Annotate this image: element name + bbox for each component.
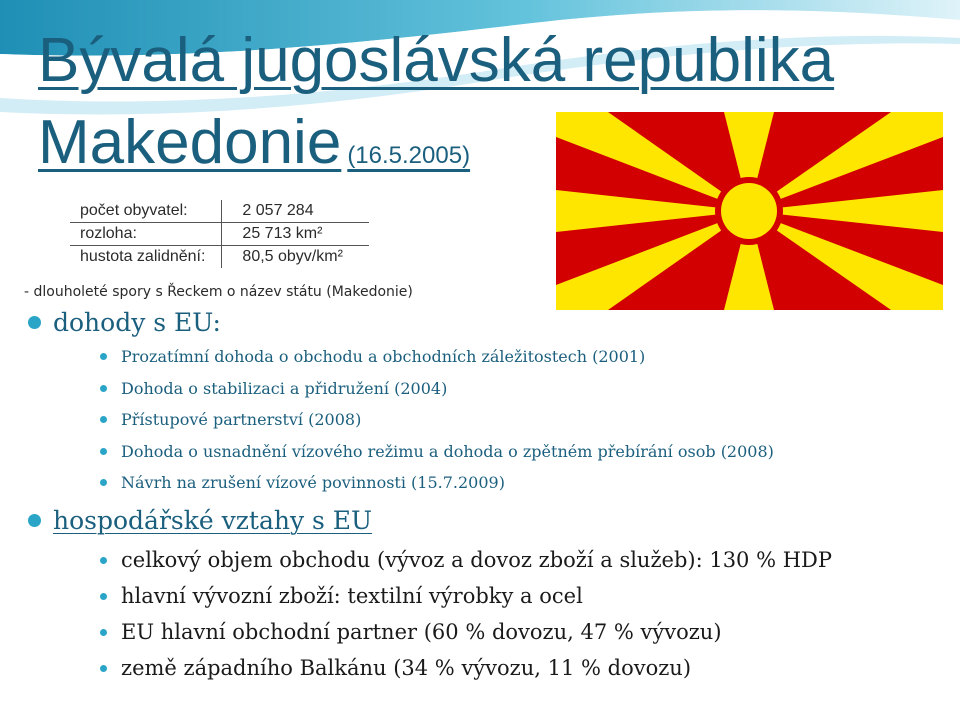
list-item-text: celkový objem obchodu (vývoz a dovoz zboží a služeb): 130 % HDP (121, 548, 833, 572)
list-item-text: Přístupové partnerství (2008) (121, 410, 362, 429)
economy-list (100, 542, 832, 686)
bullet-icon (100, 665, 107, 672)
list-item (100, 341, 774, 373)
title-date: (16.5.2005) (347, 142, 471, 169)
bullet-icon (28, 316, 41, 329)
macedonia-flag (556, 112, 943, 310)
list-item (100, 373, 774, 405)
list-item (100, 614, 832, 650)
slide-title-country (38, 108, 471, 177)
list-item-text: hlavní vývozní zboží: textilní výrobky a ocel (121, 584, 583, 608)
list-item-text: země západního Balkánu (34 % vývozu, 11 % dovozu) (121, 656, 692, 680)
list-item (100, 542, 832, 578)
stat-label: hustota zalidnění: (70, 246, 222, 269)
bullet-icon (100, 557, 107, 564)
stat-value: 25 713 km² (222, 223, 369, 246)
section-heading-text: dohody s EU: (53, 308, 221, 337)
list-item (100, 436, 774, 468)
stat-value: 80,5 obyv/km² (242, 248, 343, 265)
stat-value: 2 057 284 (222, 200, 369, 223)
list-item-text: EU hlavní obchodní partner (60 % dovozu, 47 % vývozu) (121, 620, 722, 644)
stats-row-population (70, 200, 369, 223)
stats-table (70, 200, 369, 268)
bullet-icon (100, 448, 107, 455)
list-item (100, 404, 774, 436)
list-item (100, 578, 832, 614)
list-item-text: Dohoda o stabilizaci a přidružení (2004) (121, 378, 448, 398)
agreements-list (100, 341, 774, 499)
list-item (100, 467, 774, 499)
list-item-text: Návrh na zrušení vízové povinnosti (15.7.2009) (121, 473, 505, 492)
bullet-icon (100, 629, 107, 636)
stats-row-density (70, 246, 369, 269)
stats-row-area (70, 223, 369, 246)
section-heading-text: hospodářské vztahy s EU (53, 506, 373, 535)
bullet-icon (100, 416, 107, 423)
list-item-text: Prozatímní dohoda o obchodu a obchodních záležitostech (2001) (121, 347, 646, 366)
bullet-icon (100, 593, 107, 600)
stat-label: rozloha: (70, 223, 222, 246)
bullet-icon (100, 385, 107, 392)
list-item-text: Dohoda o usnadnění vízového režimu a dohoda o zpětném přebírání osob (2008) (121, 441, 774, 461)
bullet-icon (28, 514, 41, 527)
stat-label: počet obyvatel: (70, 200, 222, 223)
list-item (100, 650, 832, 686)
bullet-icon (100, 353, 107, 360)
slide-title: Bývalá jugoslávská republika (38, 26, 835, 95)
section-agreements-heading (28, 308, 221, 337)
section-economy-heading (28, 506, 372, 535)
country-name: Makedonie (38, 108, 342, 177)
bullet-icon (100, 479, 107, 486)
dispute-note: - dlouholeté spory s Řeckem o název státu (Makedonie) (24, 284, 413, 300)
